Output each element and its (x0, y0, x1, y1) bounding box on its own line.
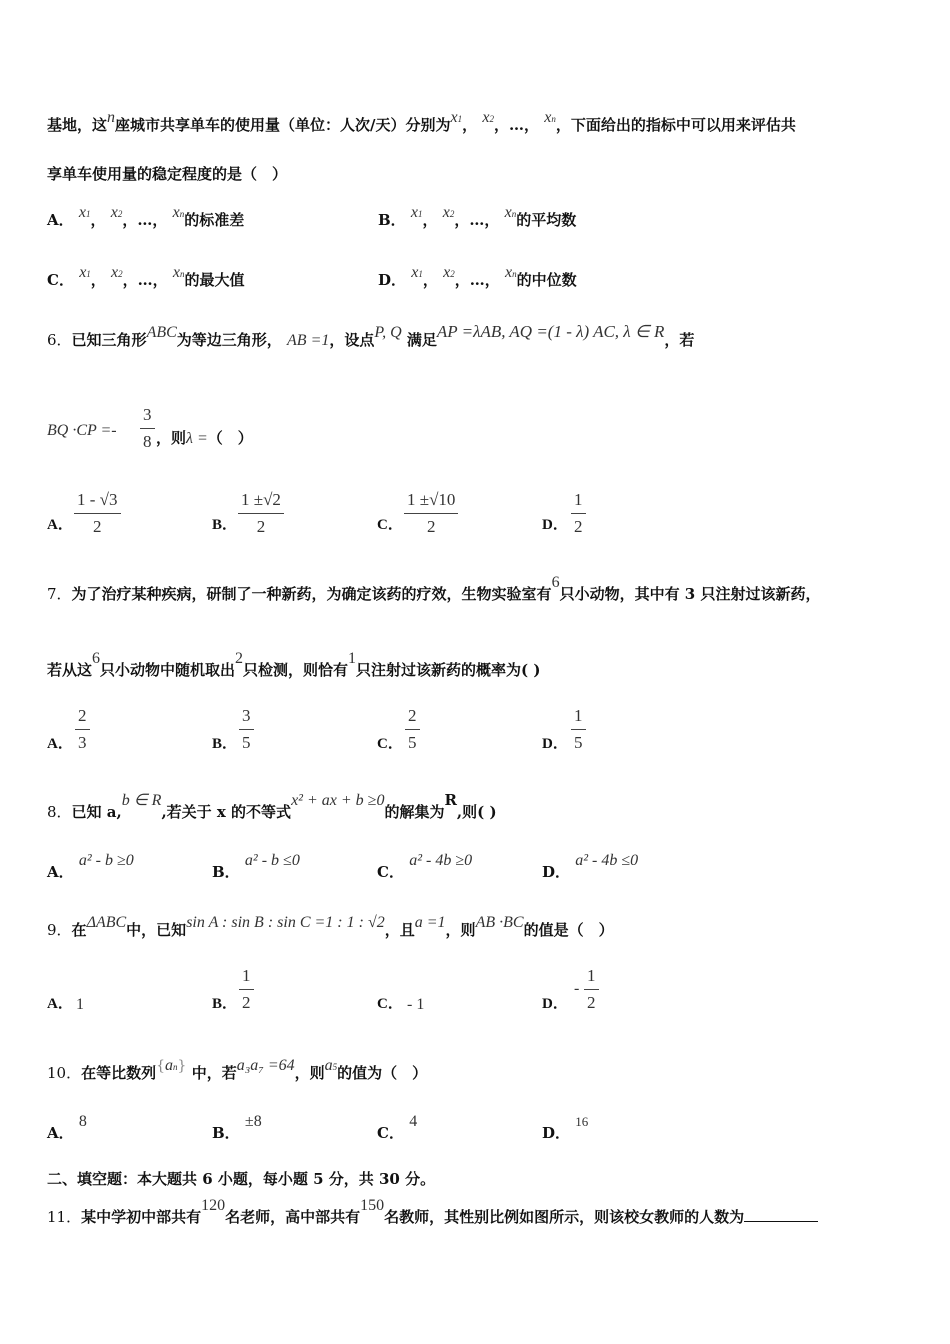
q9-option-a-value: 1 (76, 996, 84, 1013)
seq-a-n: an (165, 1057, 178, 1074)
q6-option-b-value: 1 ±√2 2 (238, 490, 284, 537)
q8-option-a[interactable]: A． a² - b ≥0 (47, 852, 134, 881)
q6-option-c-value: 1 ±√10 2 (404, 490, 458, 537)
q7-option-d[interactable]: D． (542, 736, 568, 752)
q9-option-b[interactable]: B． (212, 996, 238, 1012)
q10-option-d[interactable]: D． 16 (542, 1114, 589, 1142)
q7-option-a-value: 2 3 (75, 706, 90, 753)
q5-option-b[interactable]: B． x1， x2，…， xn的平均数 (378, 204, 577, 229)
q9-option-c[interactable]: C． (377, 996, 403, 1012)
answer-blank[interactable] (744, 1221, 818, 1222)
q6-fraction-3-8: 3 8 (140, 405, 155, 452)
q9-option-c-value: - 1 (407, 996, 425, 1013)
q5-option-d[interactable]: D． x1， x2，…， xn的中位数 (378, 264, 577, 289)
q9-option-a[interactable]: A． (47, 996, 73, 1012)
q5-option-a[interactable]: A． x1， x2，…， xn的标准差 (47, 204, 245, 229)
q7-stem-line1: 7．为了治疗某种疾病，研制了一种新药，为确定该药的疗效，生物实验室有6只小动物，其中有 3 只注射过该新药， (47, 574, 821, 603)
q6-stem-line2b: ，则λ =（ ） (156, 429, 253, 447)
q10-option-b[interactable]: B． ±8 (212, 1113, 262, 1142)
q5-stem-line2: 享单车使用量的稳定程度的是（ ） (47, 165, 288, 183)
q9-option-d[interactable]: D． (542, 996, 568, 1012)
section-title: 二、填空题：本大题共 6 小题，每小题 5 分，共 30 分。 (47, 1170, 436, 1188)
q6-option-d-value: 1 2 (571, 490, 586, 537)
q10-option-a[interactable]: A． 8 (47, 1113, 87, 1142)
q10-option-c[interactable]: C． 4 (377, 1113, 418, 1142)
q5-option-c[interactable]: C． x1， x2，…， xn的最大值 (47, 264, 245, 289)
x2: x2 (482, 109, 494, 126)
q9-option-b-value: 1 2 (239, 966, 254, 1013)
x1: x1 (450, 109, 463, 126)
var-n: n (107, 109, 116, 126)
q8-option-d[interactable]: D． a² - 4b ≤0 (542, 852, 639, 881)
q6-option-a-value: 1 - √3 2 (74, 490, 121, 537)
q7-option-b[interactable]: B． (212, 736, 238, 752)
q7-option-b-value: 3 5 (239, 706, 254, 753)
q5-stem-line1: 基地，这n座城市共享单车的使用量（单位：人次/天）分别为x1， x2，…， xn，下面给出的指标中可以用来评估共 (47, 109, 796, 134)
q8-option-b[interactable]: B． a² - b ≤0 (212, 852, 300, 881)
q7-stem-line2: 若从这6只小动物中随机取出2只检测，则恰有1只注射过该新药的概率为( ) (47, 650, 541, 679)
q6-option-d[interactable]: D． (542, 517, 568, 533)
q6-option-a[interactable]: A． (47, 517, 73, 533)
q7-option-a[interactable]: A． (47, 736, 73, 752)
xn: xn (544, 109, 556, 126)
a5: a5 (324, 1057, 338, 1074)
q9-option-d-sign: - (574, 980, 580, 997)
q6-stem-line2: BQ ·CP =- (47, 422, 117, 439)
q6-stem-line1: 6．已知三角形ABC为等边三角形， AB =1，设点P, Q 满足AP =λAB, AQ =(1 - λ) AC, λ ∈ R，若 (47, 322, 695, 349)
q6-option-b[interactable]: B． (212, 517, 238, 533)
q6-option-c[interactable]: C． (377, 517, 403, 533)
q10-stem: 10．在等比数列{an} 中，若a₃a₇ =64，则a5的值为（ ） (47, 1057, 428, 1082)
q7-option-c-value: 2 5 (405, 706, 420, 753)
q9-option-d-value: 1 2 (584, 966, 599, 1013)
q9-stem: 9．在ΔABC中，已知sin A : sin B : sin C =1 : 1 : √2，且a =1，则AB ·BC的值是（ ） (47, 914, 614, 939)
q7-option-c[interactable]: C． (377, 736, 403, 752)
q8-option-c[interactable]: C． a² - 4b ≥0 (377, 852, 473, 881)
q7-option-d-value: 1 5 (571, 706, 586, 753)
q11-stem: 11．某中学初中部共有120名老师，高中部共有150名教师，其性别比例如图所示，则该校女教师的人数为 (47, 1207, 818, 1228)
q8-stem: 8．已知 a,b ∈ R,若关于 x 的不等式x² + ax + b ≥0的解集为R,则( ) (47, 791, 497, 821)
